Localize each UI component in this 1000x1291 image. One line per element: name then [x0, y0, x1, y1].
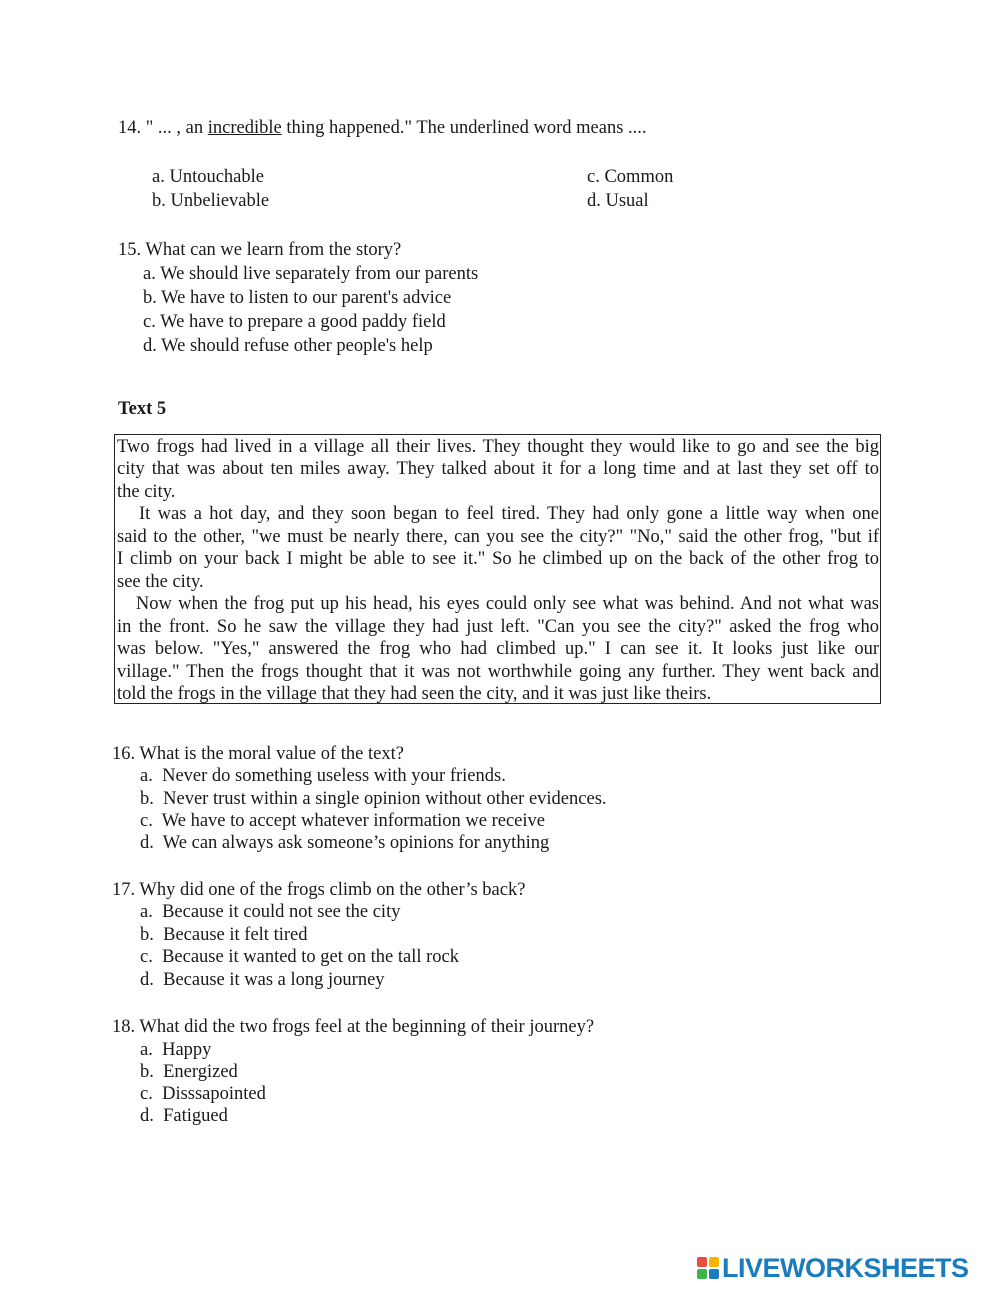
passage-line: Two frogs had lived in a village all their lives. They thought they would like to go and see the big: [117, 437, 879, 457]
text-5-passage: [114, 434, 881, 704]
logo-blocks-icon: [697, 1257, 719, 1279]
passage-line: said to the other, "we must be nearly there, can you see the city?" "No," said the other frog, "but if: [117, 527, 879, 547]
passage-line: village." Then the frogs thought that it was not worthwhile going any further. They went back and: [117, 662, 879, 682]
question-15: 15. What can we learn from the story?: [118, 240, 402, 260]
option-16d[interactable]: d. We can always ask someone’s opinions for anything: [140, 833, 550, 853]
liveworksheets-logo: [697, 1253, 969, 1283]
option-17d[interactable]: d. Because it was a long journey: [140, 970, 385, 990]
passage-line: was below. "Yes," answered the frog who had climbed up." I can see it. It looks just like our: [117, 639, 879, 659]
question-14-suffix: thing happened." The underlined word means ....: [281, 118, 647, 138]
option-18b[interactable]: b. Energized: [140, 1062, 238, 1082]
option-15d[interactable]: d. We should refuse other people's help: [143, 336, 433, 356]
option-17a[interactable]: a. Because it could not see the city: [140, 902, 401, 922]
passage-line: in the front. So he saw the village they had just left. "Can you see the city?" asked the frog who: [117, 617, 879, 637]
option-16a[interactable]: a. Never do something useless with your friends.: [140, 766, 506, 786]
option-16b[interactable]: b. Never trust within a single opinion without other evidences.: [140, 789, 607, 809]
option-14d[interactable]: d. Usual: [587, 191, 649, 211]
logo-block: [697, 1269, 707, 1279]
question-16: 16. What is the moral value of the text?: [112, 744, 404, 764]
question-14-prefix: 14. " ... , an: [118, 118, 208, 138]
passage-line: city that was about ten miles away. They talked about it for a long time and at last they set off to: [117, 459, 879, 479]
option-14c[interactable]: c. Common: [587, 167, 674, 187]
option-14b[interactable]: b. Unbelievable: [152, 191, 270, 211]
logo-text: LIVEWORKSHEETS: [722, 1252, 969, 1283]
question-14: [118, 117, 647, 139]
logo-block: [709, 1269, 719, 1279]
passage-line: Now when the frog put up his head, his eyes could only see what was behind. And not what was: [117, 594, 879, 614]
option-15b[interactable]: b. We have to listen to our parent's advice: [143, 288, 452, 308]
option-15a[interactable]: a. We should live separately from our parents: [143, 264, 479, 284]
option-16c[interactable]: c. We have to accept whatever information we receive: [140, 811, 545, 831]
option-17c[interactable]: c. Because it wanted to get on the tall rock: [140, 947, 460, 967]
logo-block: [709, 1257, 719, 1267]
logo-block: [697, 1257, 707, 1267]
option-18a[interactable]: a. Happy: [140, 1040, 212, 1060]
question-18: 18. What did the two frogs feel at the beginning of their journey?: [112, 1017, 595, 1037]
text-5-heading: Text 5: [118, 399, 167, 419]
passage-line: It was a hot day, and they soon began to feel tired. They had only gone a little way when one: [117, 504, 879, 524]
option-18c[interactable]: c. Disssapointed: [140, 1084, 266, 1104]
passage-line: I climb on your back I might be able to see it." So he climbed up on the back of the other frog to: [117, 549, 879, 569]
option-17b[interactable]: b. Because it felt tired: [140, 925, 308, 945]
option-18d[interactable]: d. Fatigued: [140, 1106, 228, 1126]
underlined-word: incredible: [207, 118, 282, 138]
passage-line: told the frogs in the village that they had seen the city, and it was just like theirs.: [117, 684, 712, 704]
question-17: 17. Why did one of the frogs climb on the other’s back?: [112, 880, 526, 900]
option-15c[interactable]: c. We have to prepare a good paddy field: [143, 312, 446, 332]
passage-line: see the city.: [117, 572, 204, 592]
passage-line: the city.: [117, 482, 176, 502]
option-14a[interactable]: a. Untouchable: [152, 167, 264, 187]
